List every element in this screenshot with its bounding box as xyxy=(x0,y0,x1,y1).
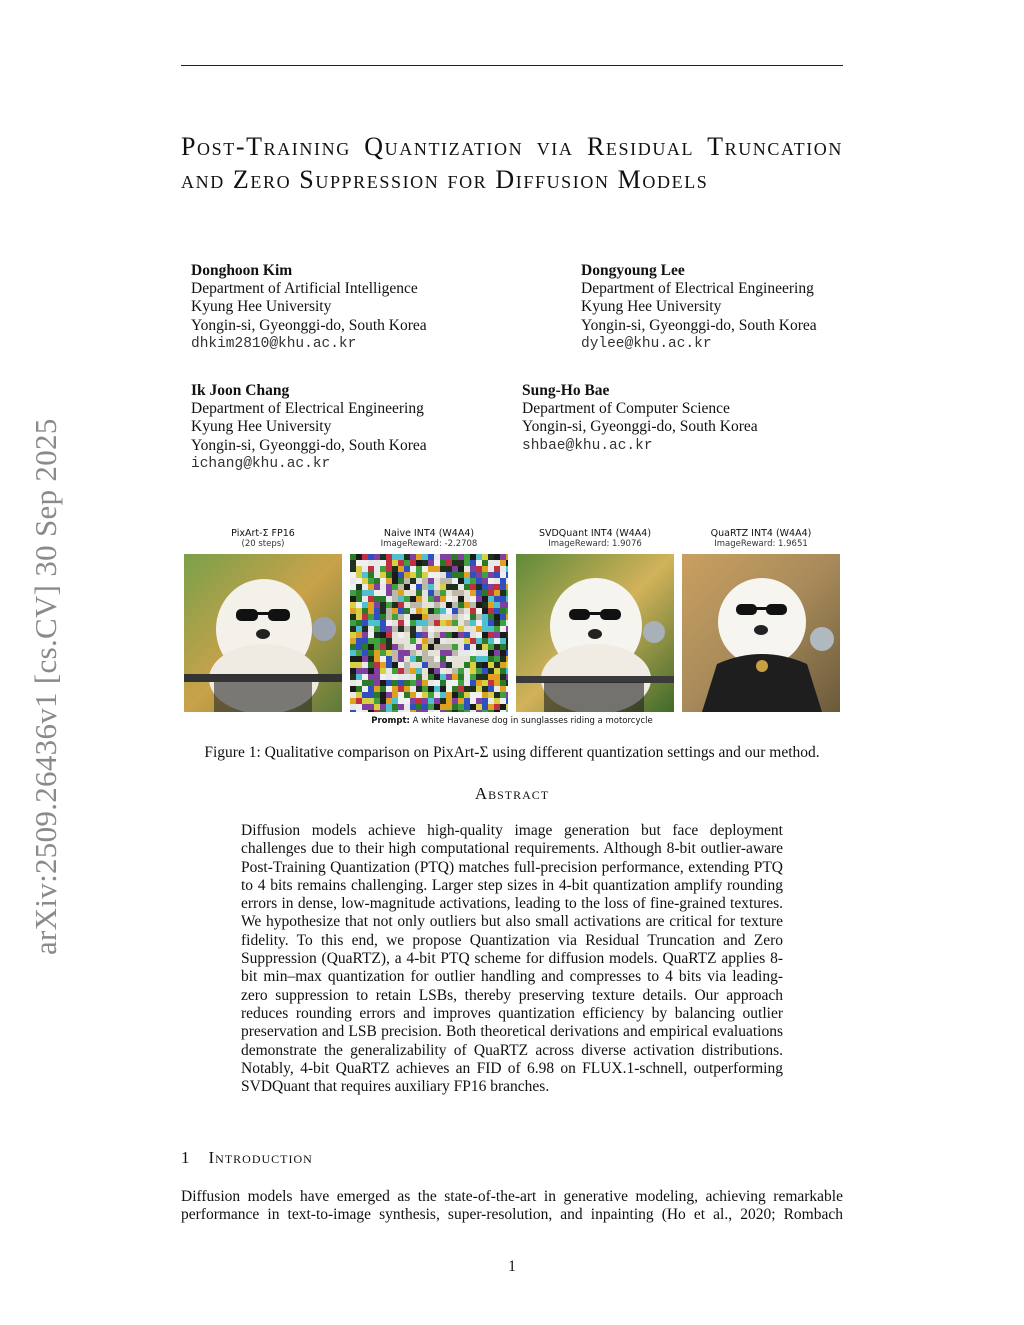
abstract-body: Diffusion models achieve high-quality image generation but face deployment challenges due to their high computational requirements. Although 8-bit outlier-aware Post-Training Quantization (PTQ) matches full-precision performance, extending PTQ to 4 bits remains challenging. Larger step sizes in 4-bit quantization amplify rounding errors in dense, low-magnitude activations, leading to the loss of fine-grained textures. We hypothesize that not only outliers but also small activations are critical for texture fidelity. To this end, we propose Quantization via Residual Truncation and Zero Suppression (QuaRTZ), a 4-bit PTQ scheme for diffusion models. QuaRTZ applies 8-bit min–max quantization for outlier handling and compresses to 4 bits via leading-zero suppression to retain LSBs, thereby preserving texture details. Our approach reduces rounding errors and improves quantization efficiency by balancing outlier preservation and LSB precision. Both theoretical derivations and empirical evaluations demonstrate the generalizability of QuaRTZ across diverse activation distributions. Notably, 4-bit QuaRTZ achieves an FID of 6.98 on FLUX.1-schnell, outperforming SVDQuant that requires auxiliary FP16 branches. xyxy=(241,822,783,1096)
figure-caption: Figure 1: Qualitative comparison on PixArt-Σ using different quantization settings and our method. xyxy=(204,744,820,761)
top-rule xyxy=(181,65,843,66)
abstract-heading: Abstract xyxy=(474,784,550,803)
author-block-4 xyxy=(522,382,758,455)
prompt-text: A white Havanese dog in sunglasses riding a motorcycle xyxy=(412,716,653,726)
panel-title: PixArt-Σ FP16 xyxy=(231,528,295,539)
author-name: Sung-Ho Bae xyxy=(522,382,610,399)
panel-title: Naive INT4 (W4A4) xyxy=(383,528,475,539)
dog-image-fp16 xyxy=(184,554,342,712)
section-number: 1 xyxy=(181,1148,191,1167)
author-email[interactable]: dhkim2810@khu.ac.kr xyxy=(191,335,357,352)
page-number: 1 xyxy=(508,1258,516,1275)
dog-image-svdquant xyxy=(516,554,674,712)
author-name: Donghoon Kim xyxy=(191,262,293,279)
dog-image-quartz xyxy=(682,554,840,712)
figure-prompt xyxy=(181,716,843,726)
author-dept: Department of Artificial Intelligence xyxy=(191,280,418,298)
author-dept: Department of Computer Science xyxy=(522,400,730,418)
author-loc: Yongin-si, Gyeonggi-do, South Korea xyxy=(522,418,758,436)
panel-svdquant xyxy=(516,528,674,549)
author-loc: Yongin-si, Gyeonggi-do, South Korea xyxy=(191,316,427,334)
author-block-1 xyxy=(191,262,427,353)
prompt-label: Prompt: xyxy=(371,716,410,726)
figure-1 xyxy=(181,528,843,728)
panel-naive xyxy=(350,528,508,549)
dog-image-naive-noisy xyxy=(350,554,508,712)
panel-subtitle: ImageReward: 1.9651 xyxy=(714,539,808,549)
section-heading xyxy=(181,1148,313,1168)
panel-subtitle: ImageReward: 1.9076 xyxy=(548,539,642,549)
section-title: Introduction xyxy=(208,1148,313,1167)
author-univ: Kyung Hee University xyxy=(581,298,722,316)
author-email[interactable]: dylee@khu.ac.kr xyxy=(581,335,712,352)
author-name: Dongyoung Lee xyxy=(581,262,685,279)
author-email[interactable]: shbae@khu.ac.kr xyxy=(522,437,653,454)
author-loc: Yongin-si, Gyeonggi-do, South Korea xyxy=(581,316,817,334)
panel-title: QuaRTZ INT4 (W4A4) xyxy=(710,528,812,539)
author-email[interactable]: ichang@khu.ac.kr xyxy=(191,455,331,472)
author-loc: Yongin-si, Gyeonggi-do, South Korea xyxy=(191,436,427,454)
author-block-3 xyxy=(191,382,427,473)
author-block-2 xyxy=(581,262,817,353)
panel-title: SVDQuant INT4 (W4A4) xyxy=(538,528,652,539)
paper-title: Post-Training Quantization via Residual Truncation and Zero Suppression for Diffusion Models xyxy=(181,132,843,194)
panel-quartz xyxy=(682,528,840,549)
panel-subtitle: ImageReward: -2.2708 xyxy=(380,539,478,549)
panel-fp16 xyxy=(184,528,342,549)
panel-subtitle: (20 steps) xyxy=(241,539,285,549)
arxiv-stamp: arXiv:2509.26436v1 [cs.CV] 30 Sep 2025 xyxy=(28,418,63,955)
author-univ: Kyung Hee University xyxy=(191,298,332,316)
author-dept: Department of Electrical Engineering xyxy=(581,280,814,298)
intro-paragraph: Diffusion models have emerged as the state-of-the-art in generative modeling, achieving remarkable performance in text-to-image synthesis, super-resolution, and inpainting (Ho et al., 2020; Rombach xyxy=(181,1188,843,1224)
author-dept: Department of Electrical Engineering xyxy=(191,400,424,418)
author-name: Ik Joon Chang xyxy=(191,382,290,399)
author-univ: Kyung Hee University xyxy=(191,418,332,436)
